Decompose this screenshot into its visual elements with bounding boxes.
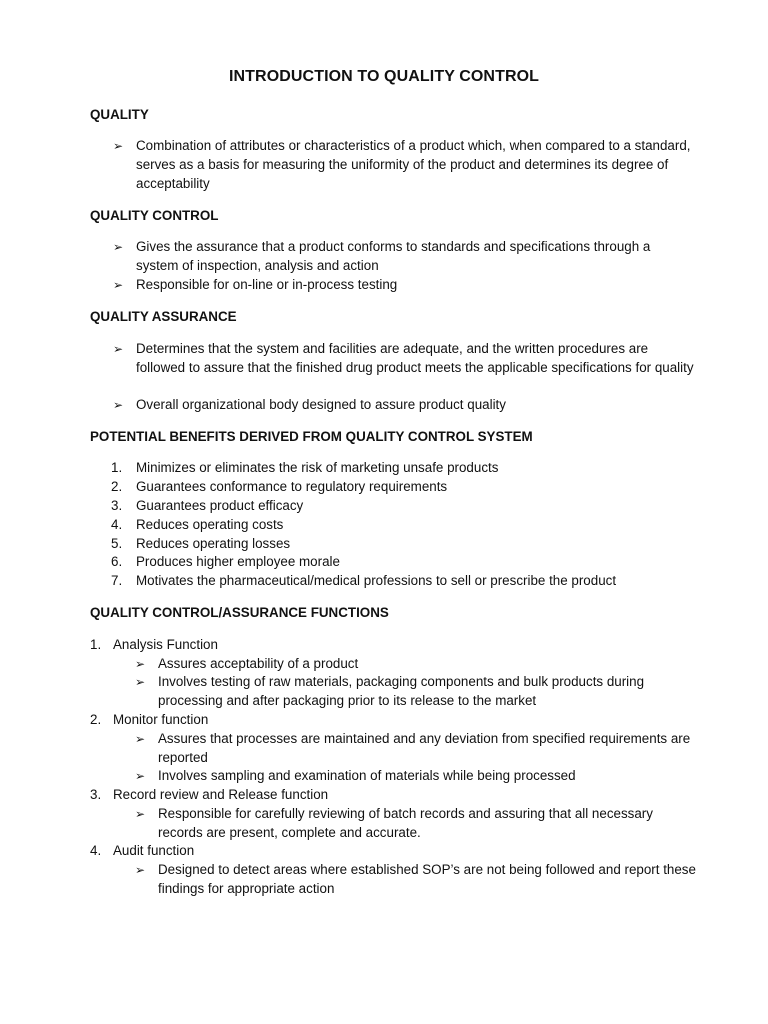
qc-item-2: Responsible for on-line or in-process testing <box>136 277 398 292</box>
function-subitem: Assures that processes are maintained and any deviation from specified requirements are reported <box>158 731 691 765</box>
bullet-arrow-icon: ➢ <box>135 675 146 689</box>
section-heading-quality-control: QUALITY CONTROL <box>90 208 219 223</box>
function-number: 1. <box>90 637 102 652</box>
benefit-number: 7. <box>111 573 123 588</box>
benefit-item: Produces higher employee morale <box>136 554 340 569</box>
bullet-arrow-icon: ➢ <box>135 807 146 821</box>
section-heading-quality-assurance: QUALITY ASSURANCE <box>90 309 237 324</box>
benefit-number: 1. <box>111 460 123 475</box>
section-heading-functions: QUALITY CONTROL/ASSURANCE FUNCTIONS <box>90 605 389 620</box>
bullet-arrow-icon: ➢ <box>135 769 146 783</box>
qc-item-1: Gives the assurance that a product conforms to standards and specifications through a system of inspection, analysis and action <box>136 239 651 273</box>
function-title: Audit function <box>113 843 195 858</box>
quality-item-1: Combination of attributes or characteristics of a product which, when compared to a standard, serves as a basis for measuring the uniformity of the product and determines its degree of acceptability <box>136 138 691 191</box>
benefit-item: Minimizes or eliminates the risk of marketing unsafe products <box>136 460 499 475</box>
section-heading-benefits: POTENTIAL BENEFITS DERIVED FROM QUALITY CONTROL SYSTEM <box>90 429 533 444</box>
bullet-arrow-icon: ➢ <box>113 398 124 412</box>
bullet-arrow-icon: ➢ <box>113 342 124 356</box>
bullet-arrow-icon: ➢ <box>113 278 124 292</box>
benefit-item: Guarantees conformance to regulatory requirements <box>136 479 448 494</box>
benefit-number: 4. <box>111 517 123 532</box>
function-title: Monitor function <box>113 712 209 727</box>
benefit-item: Guarantees product efficacy <box>136 498 304 513</box>
qa-item-2: Overall organizational body designed to assure product quality <box>136 397 506 412</box>
benefit-number: 6. <box>111 554 123 569</box>
benefit-item: Motivates the pharmaceutical/medical professions to sell or prescribe the product <box>136 573 617 588</box>
benefit-number: 2. <box>111 479 123 494</box>
function-subitem: Assures acceptability of a product <box>158 656 359 671</box>
bullet-arrow-icon: ➢ <box>113 139 124 153</box>
function-title: Analysis Function <box>113 637 218 652</box>
function-number: 4. <box>90 843 102 858</box>
bullet-arrow-icon: ➢ <box>135 863 146 877</box>
benefit-number: 3. <box>111 498 123 513</box>
benefit-number: 5. <box>111 536 123 551</box>
bullet-arrow-icon: ➢ <box>113 240 124 254</box>
qa-item-1: Determines that the system and facilities are adequate, and the written procedures are followed to assure that the finished drug product meets the applicable specifications for quality <box>136 341 694 375</box>
function-subitem: Involves sampling and examination of materials while being processed <box>158 768 576 783</box>
function-title: Record review and Release function <box>113 787 329 802</box>
document-title: INTRODUCTION TO QUALITY CONTROL <box>228 68 540 85</box>
benefit-item: Reduces operating costs <box>136 517 284 532</box>
function-subitem: Responsible for carefully reviewing of batch records and assuring that all necessary records are present, complete and accurate. <box>158 806 653 840</box>
function-subitem: Involves testing of raw materials, packaging components and bulk products during processing and after packaging prior to its release to the market <box>158 674 645 708</box>
bullet-arrow-icon: ➢ <box>135 732 146 746</box>
bullet-arrow-icon: ➢ <box>135 657 146 671</box>
section-heading-quality: QUALITY <box>90 107 149 122</box>
function-number: 2. <box>90 712 102 727</box>
benefit-item: Reduces operating losses <box>136 536 291 551</box>
function-subitem: Designed to detect areas where established SOP’s are not being followed and report these findings for appropriate action <box>158 862 696 896</box>
function-number: 3. <box>90 787 102 802</box>
